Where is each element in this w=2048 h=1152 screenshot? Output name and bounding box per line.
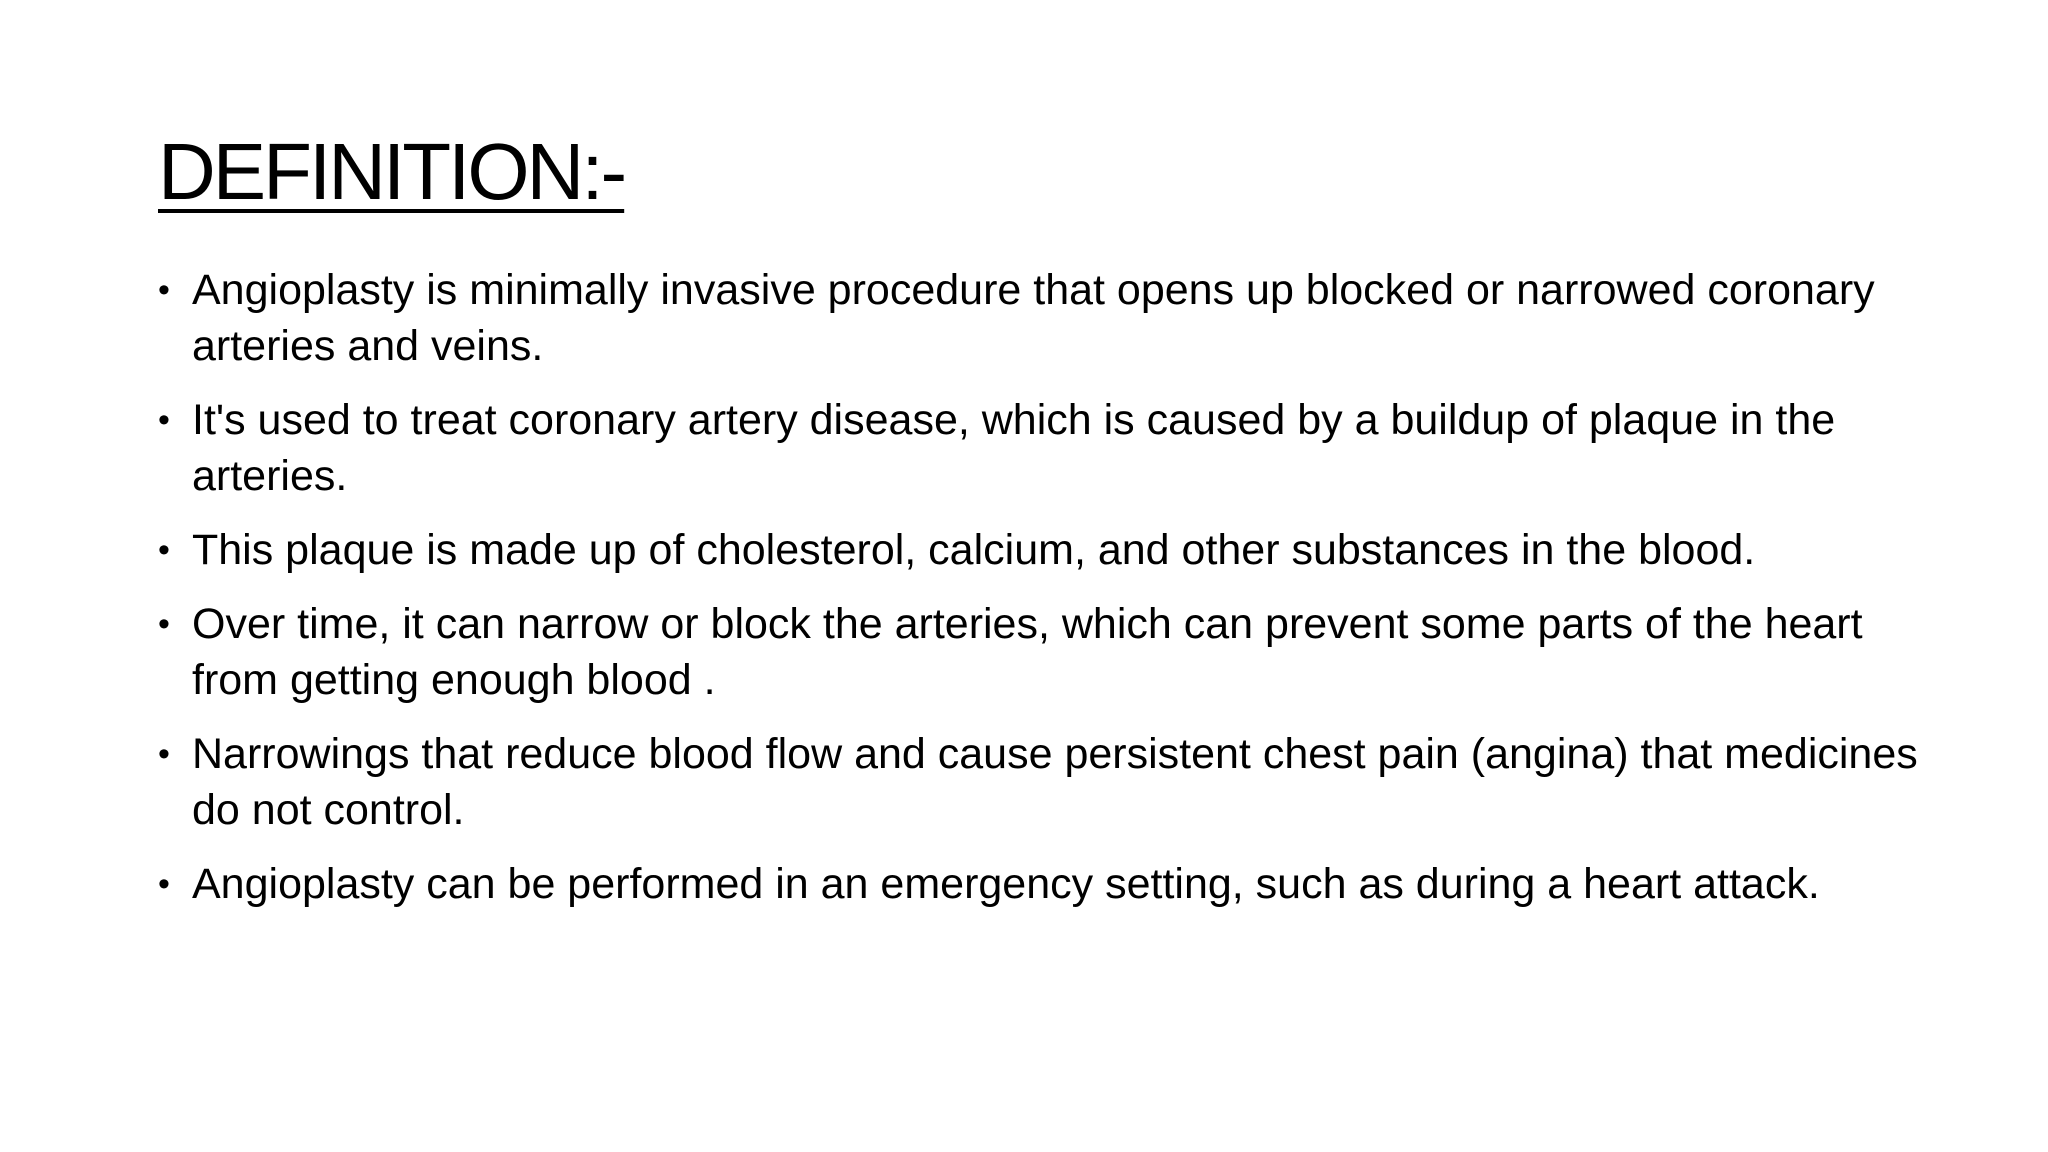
bullet-item xyxy=(158,392,1918,504)
bullet-icon: • xyxy=(158,531,170,569)
bullet-item xyxy=(158,596,1918,708)
bullet-text: Angioplasty can be performed in an emergency setting, such as during a heart attack. xyxy=(192,860,1820,908)
bullet-text: Angioplasty is minimally invasive procedure that opens up blocked or narrowed coronary arteries and veins. xyxy=(192,266,1875,370)
bullet-icon: • xyxy=(158,605,170,643)
bullet-item xyxy=(158,262,1918,374)
bullet-icon: • xyxy=(158,271,170,309)
bullet-item xyxy=(158,726,1918,838)
bullet-icon: • xyxy=(158,401,170,439)
bullet-item xyxy=(158,856,1918,912)
bullet-icon: • xyxy=(158,865,170,903)
bullet-text: This plaque is made up of cholesterol, calcium, and other substances in the blood. xyxy=(192,526,1756,574)
bullet-text: It's used to treat coronary artery disease, which is caused by a buildup of plaque in the arteries. xyxy=(192,396,1836,500)
bullet-list xyxy=(158,262,1918,930)
bullet-item xyxy=(158,522,1918,578)
bullet-text: Narrowings that reduce blood flow and cause persistent chest pain (angina) that medicines do not control. xyxy=(192,730,1918,834)
bullet-text: Over time, it can narrow or block the arteries, which can prevent some parts of the heart from getting enough blood . xyxy=(192,600,1863,704)
bullet-icon: • xyxy=(158,735,170,773)
slide-title: DEFINITION:- xyxy=(158,127,625,216)
